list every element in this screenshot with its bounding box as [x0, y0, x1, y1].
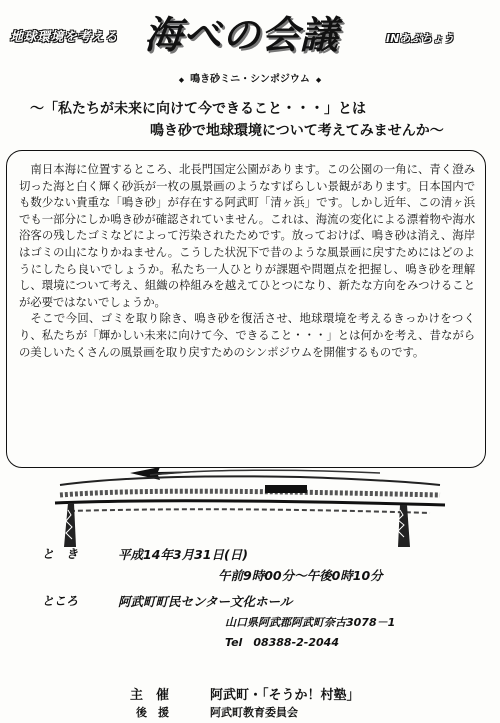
description-paragraph-2: そこで今回、ゴミを取り除き、鳴き砂を復活させ、地球環境を考えるきっかけをつくり、私たちが「輝かしい未来に向けて今、できること・・・」とは何かを考え、昔ながらの美しいたくさんの風景画を取り戻すためのシンポジウムを開催するものです。 [19, 311, 475, 359]
diamond-icon: ◆ [178, 76, 185, 84]
beach-illustration [0, 455, 500, 550]
header-left-text: 地球環境を考える [10, 30, 119, 45]
header-right-text: INあぶちょう [386, 32, 455, 45]
description-paragraph-1: 南日本海に位置するところ、北長門国定公園があります。この公園の一角に、青く澄み切った海と白く輝く砂浜が一枚の風景画のようなすばらしい景観があります。日本国内でも数少ない貴重な「鳴き砂」が存在する阿武町「清ヶ浜」です。しかし近年、この清ヶ浜でも一部分にしか鳴き砂が確認されていません。これは、海流の変化による漂着物や海水浴客の残したゴミなどによって汚染されたためです。放っておけば、鳴き砂は消え、海岸はゴミの山になりかねません。こうした状況下で昔のような風景画に戻すためにはどのようにしたら良いでしょうか。私たち一人ひとりが課題や問題点を把握し、鳴き砂を理解し、環境について考え、組織の枠組みを越えてひとつになり、新たな方向をみつけることが必要ではないでしょうか。 [19, 162, 475, 309]
event-venue: 阿武町町民センター文化ホール [118, 594, 293, 609]
host-value: 阿武町・「そうか！村塾」 [210, 688, 360, 703]
subtitle [0, 70, 500, 85]
when-label: と き [42, 547, 79, 561]
theme-line-1: ～「私たちが未来に向けて今できること・・・」とは [30, 101, 366, 117]
event-tel: Tel 08388-2-2044 [225, 636, 339, 649]
theme-line-2: 鳴き砂で地球環境について考えてみませんか～ [150, 123, 444, 139]
event-address: 山口県阿武郡阿武町奈古3078－1 [225, 616, 396, 629]
host-label: 主 催 [130, 688, 170, 703]
support-value: 阿武町教育委員会 [210, 706, 298, 719]
event-time: 午前9時00分～午後0時10分 [218, 568, 383, 583]
where-label: ところ [42, 594, 79, 608]
diamond-icon: ◆ [315, 76, 322, 84]
description-box [6, 150, 486, 468]
subtitle-text: 鳴き砂ミニ・シンポジウム [190, 74, 310, 85]
page-title: 海べの会議 [144, 13, 340, 57]
event-date: 平成14年3月31日(日) [118, 547, 248, 562]
support-label: 後 援 [136, 706, 169, 719]
